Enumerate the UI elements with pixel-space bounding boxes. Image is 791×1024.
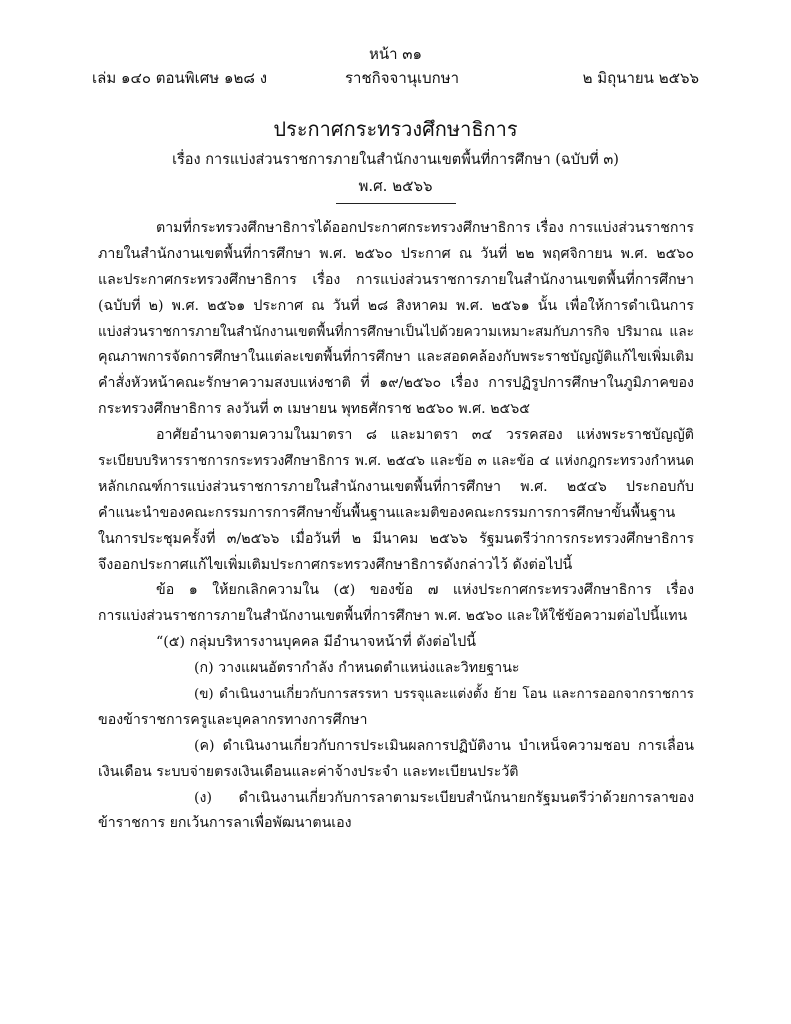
page-number: หน้า ๓๑: [368, 45, 423, 63]
publication-date: ๒ มิถุนายน ๒๕๖๖: [582, 69, 699, 87]
body-line: (ข) ดำเนินงานเกี่ยวกับการสรรหา บรรจุและแต่งตั้ง ย้าย โอน และการออกจากราชการ: [194, 687, 694, 703]
body-line: ระเบียบบริหารราชการกระทรวงศึกษาธิการ พ.ศ. ๒๕๔๖ และข้อ ๓ และข้อ ๔ แห่งกฎกระทรวงกำหนด: [98, 453, 694, 470]
body-line: กระทรวงศึกษาธิการ ลงวันที่ ๓ เมษายน พุทธศักราช ๒๕๖๐ พ.ศ. ๒๕๖๕: [98, 401, 531, 418]
body-line: แบ่งส่วนราชการภายในสำนักงานเขตพื้นที่การศึกษาเป็นไปด้วยความเหมาะสมกับภารกิจ ปริมาณ และ: [98, 323, 694, 340]
body-line: การแบ่งส่วนราชการภายในสำนักงานเขตพื้นที่การศึกษา พ.ศ. ๒๕๖๐ และให้ใช้ข้อความต่อไปนี้แทน: [98, 608, 688, 625]
body-line: เงินเดือน ระบบจ่ายตรงเงินเดือนและค่าจ้างประจำ และทะเบียนประวัติ: [98, 763, 519, 780]
body-line: “(๕) กลุ่มบริหารงานบุคคล มีอำนาจหน้าที่ ดังต่อไปนี้: [156, 634, 476, 651]
body-line: ข้าราชการ ยกเว้นการลาเพื่อพัฒนาตนเอง: [98, 815, 352, 832]
announcement-body: [98, 216, 694, 837]
gazette-name: ราชกิจจานุเบกษา: [345, 69, 460, 87]
body-line: ของข้าราชการครูและบุคลากรทางการศึกษา: [98, 711, 368, 728]
body-line: (ค) ดำเนินงานเกี่ยวกับการประเมินผลการปฏิบัติงาน บำเหน็จความชอบ การเลื่อน: [194, 737, 694, 754]
body-line: ภายในสำนักงานเขตพื้นที่การศึกษา พ.ศ. ๒๕๖๐ ประกาศ ณ วันที่ ๒๒ พฤศจิกายน พ.ศ. ๒๕๖๐: [98, 245, 694, 262]
body-line: คุณภาพการจัดการศึกษาในแต่ละเขตพื้นที่การศึกษา และสอดคล้องกับพระราชบัญญัติแก้ไขเพิ่มเติม: [98, 349, 694, 366]
body-line: ข้อ ๑ ให้ยกเลิกความใน (๕) ของข้อ ๗ แห่งประกาศกระทรวงศึกษาธิการ เรื่อง: [156, 582, 694, 599]
body-line: อาศัยอำนาจตามความในมาตรา ๘ และมาตรา ๓๔ วรรคสอง แห่งพระราชบัญญัติ: [156, 427, 694, 444]
body-line: ในการประชุมครั้งที่ ๓/๒๕๖๖ เมื่อวันที่ ๒ มีนาคม ๒๕๖๖ รัฐมนตรีว่าการกระทรวงศึกษาธิการ: [98, 530, 694, 547]
body-line: และประกาศกระทรวงศึกษาธิการ เรื่อง การแบ่งส่วนราชการภายในสำนักงานเขตพื้นที่การศึกษา: [98, 271, 694, 288]
body-line: (ก) วางแผนอัตรากำลัง กำหนดตำแหน่งและวิทยฐานะ: [194, 660, 520, 677]
volume-issue: เล่ม ๑๔๐ ตอนพิเศษ ๑๒๘ ง: [92, 69, 268, 87]
body-line: คำสั่งหัวหน้าคณะรักษาความสงบแห่งชาติ ที่ ๑๙/๒๕๖๐ เรื่อง การปฏิรูปการศึกษาในภูมิภาคของ: [98, 375, 694, 392]
announcement-year: พ.ศ. ๒๕๖๖: [358, 177, 433, 195]
announcement-title: ประกาศกระทรวงศึกษาธิการ: [273, 117, 518, 141]
body-line: คำแนะนำของคณะกรรมการการศึกษาขั้นพื้นฐานและมติของคณะกรรมการการศึกษาขั้นพื้นฐาน: [98, 504, 676, 521]
title-divider: [336, 203, 456, 204]
body-line: (ฉบับที่ ๒) พ.ศ. ๒๕๖๑ ประกาศ ณ วันที่ ๒๘ สิงหาคม พ.ศ. ๒๕๖๑ นั้น เพื่อให้การดำเนินการ: [98, 297, 694, 314]
body-line: หลักเกณฑ์การแบ่งส่วนราชการภายในสำนักงานเขตพื้นที่การศึกษา พ.ศ. ๒๕๔๖ ประกอบกับ: [98, 478, 694, 495]
body-line: (ง) ดำเนินงานเกี่ยวกับการลาตามระเบียบสำนักนายกรัฐมนตรีว่าด้วยการลาของ: [194, 789, 694, 806]
body-line: ตามที่กระทรวงศึกษาธิการได้ออกประกาศกระทรวงศึกษาธิการ เรื่อง การแบ่งส่วนราชการ: [156, 220, 694, 236]
announcement-subject: เรื่อง การแบ่งส่วนราชการภายในสำนักงานเขตพื้นที่การศึกษา (ฉบับที่ ๓): [172, 152, 619, 168]
body-line: จึงออกประกาศแก้ไขเพิ่มเติมประกาศกระทรวงศึกษาธิการดังกล่าวไว้ ดังต่อไปนี้: [98, 556, 573, 573]
